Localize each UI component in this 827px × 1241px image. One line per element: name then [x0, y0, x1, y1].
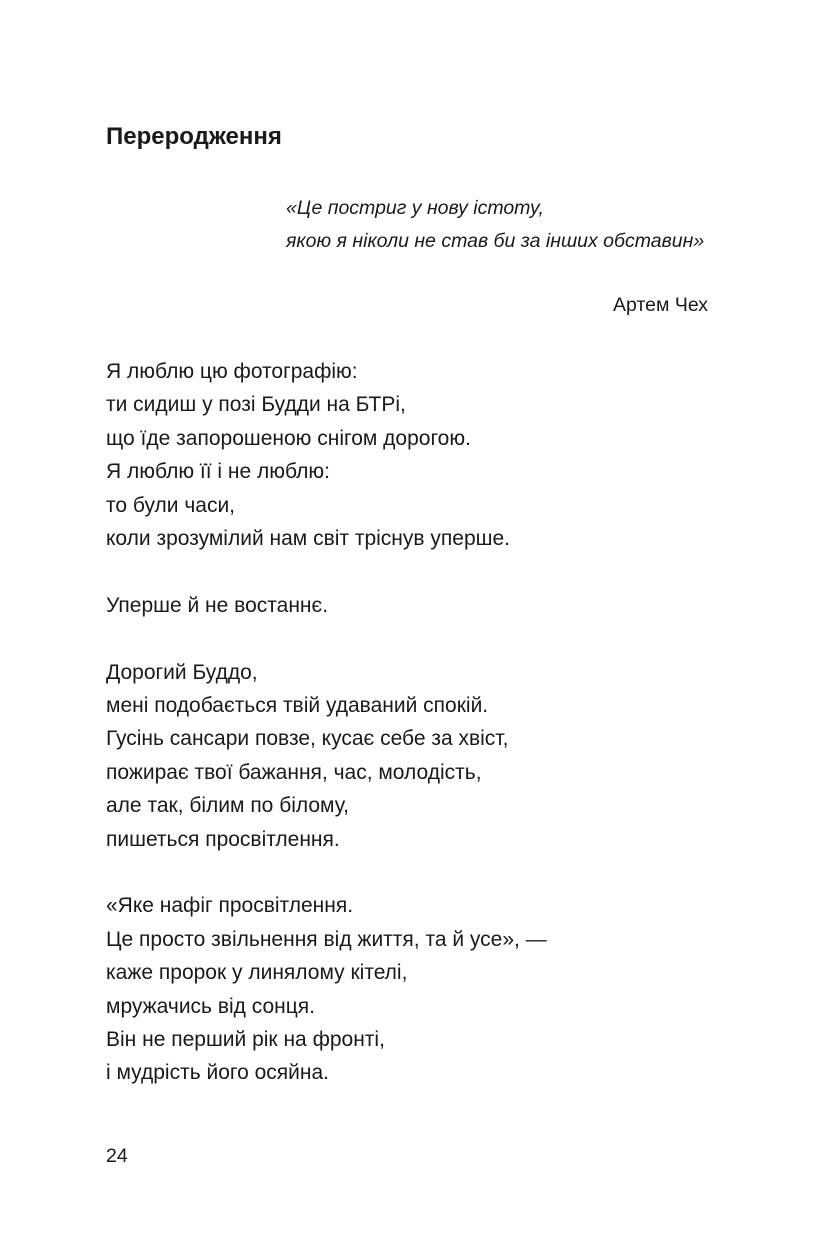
poem-line: але так, білим по білому,	[106, 794, 349, 818]
poem-line: Я люблю цю фотографію:	[106, 360, 358, 383]
poem-line: Дорогий Буддо,	[106, 660, 258, 684]
poem-line: Гусінь сансари повзе, кусає себе за хвіст,	[106, 727, 509, 751]
stanza	[106, 589, 547, 622]
stanza	[106, 889, 547, 1089]
epigraph-line: якою я ніколи не став би за інших обставин»	[286, 230, 705, 252]
epigraph-line: «Це постриг у нову істоту,	[286, 197, 544, 219]
poem-line: ти сидиш у позі Будди на БТРі,	[106, 393, 406, 417]
poem-line: Я люблю її і не люблю:	[106, 460, 330, 484]
epigraph	[286, 192, 704, 258]
poem-line: коли зрозумілий нам світ тріснув уперше.	[106, 527, 510, 551]
poem-line: каже пророк у линялому кітелі,	[106, 961, 408, 985]
poem-line: пожирає твої бажання, час, молодість,	[106, 760, 482, 784]
poem-line: «Яке нафіг просвітлення.	[106, 894, 354, 918]
stanza	[106, 656, 547, 856]
poem-line: і мудрість його осяйна.	[106, 1061, 329, 1085]
poem-line: то були часи,	[106, 493, 236, 517]
poem-line: Це просто звільнення від життя, та й усе», —	[106, 927, 547, 951]
poem-line: що їде запорошеною снігом дорогою.	[106, 426, 471, 450]
poem-line: Уперше й не востаннє.	[106, 593, 329, 617]
poem-line: Він не перший рік на фронті,	[106, 1028, 385, 1052]
poem-title: Переродження	[106, 123, 282, 150]
page-number: 24	[106, 1145, 128, 1167]
poem-line: пишеться просвітлення.	[106, 827, 340, 851]
poem-body	[106, 355, 547, 1090]
epigraph-author: Артем Чех	[613, 294, 708, 316]
poem-line: мружачись від сонця.	[106, 994, 315, 1018]
stanza	[106, 355, 547, 555]
poem-line: мені подобається твій удаваний спокій.	[106, 694, 489, 718]
